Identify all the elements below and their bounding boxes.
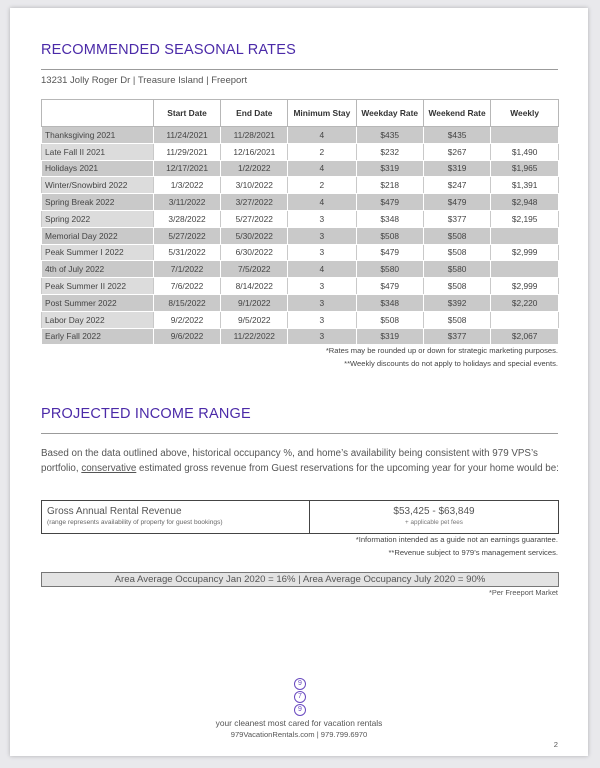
weekly-rate: $1,490 bbox=[491, 143, 559, 160]
end-date: 11/28/2021 bbox=[221, 127, 288, 144]
column-header-weekly: Weekly bbox=[491, 100, 559, 127]
column-header-weekend-rate: Weekend Rate bbox=[423, 100, 490, 127]
gross-revenue-box bbox=[41, 500, 559, 534]
footer-tagline: your cleanest most cared for vacation rentals bbox=[215, 718, 383, 728]
occupancy-bar: Area Average Occupancy Jan 2020 = 16% | Area Average Occupancy July 2020 = 90% bbox=[41, 572, 559, 587]
logo-digit: 9 bbox=[294, 678, 306, 690]
start-date: 7/1/2022 bbox=[153, 261, 221, 278]
minimum-stay: 2 bbox=[288, 177, 356, 194]
end-date: 6/30/2022 bbox=[221, 244, 288, 261]
weekend-rate: $319 bbox=[423, 160, 490, 177]
minimum-stay: 4 bbox=[288, 261, 356, 278]
market-note: *Per Freeport Market bbox=[488, 588, 558, 597]
table-row bbox=[42, 160, 559, 177]
season-name: Spring Break 2022 bbox=[42, 194, 154, 211]
seasonal-rates-table bbox=[41, 99, 559, 345]
weekday-rate: $508 bbox=[356, 311, 423, 328]
weekly-rate: $2,948 bbox=[491, 194, 559, 211]
rates-title: RECOMMENDED SEASONAL RATES bbox=[41, 42, 296, 58]
page-number: 2 bbox=[553, 740, 558, 749]
end-date: 5/27/2022 bbox=[221, 210, 288, 227]
season-name: Thanksgiving 2021 bbox=[42, 127, 154, 144]
start-date: 11/24/2021 bbox=[153, 127, 221, 144]
weekend-rate: $580 bbox=[423, 261, 490, 278]
season-name: Post Summer 2022 bbox=[42, 294, 154, 311]
gross-revenue-label: Gross Annual Rental Revenue bbox=[47, 506, 182, 517]
weekday-rate: $580 bbox=[356, 261, 423, 278]
table-row bbox=[42, 227, 559, 244]
weekly-rate bbox=[491, 311, 559, 328]
table-row bbox=[42, 294, 559, 311]
table-row bbox=[42, 210, 559, 227]
weekly-rate: $1,391 bbox=[491, 177, 559, 194]
pet-fees-note: + applicable pet fees bbox=[405, 519, 463, 526]
minimum-stay: 3 bbox=[288, 328, 356, 345]
season-name: Peak Summer I 2022 bbox=[42, 244, 154, 261]
start-date: 1/3/2022 bbox=[153, 177, 221, 194]
column-header-weekday-rate: Weekday Rate bbox=[356, 100, 423, 127]
column-header-season bbox=[42, 100, 154, 127]
column-header-minimum-stay: Minimum Stay bbox=[288, 100, 356, 127]
table-row bbox=[42, 127, 559, 144]
season-name: Spring 2022 bbox=[42, 210, 154, 227]
table-row bbox=[42, 244, 559, 261]
weekend-rate: $435 bbox=[423, 127, 490, 144]
weekday-rate: $508 bbox=[356, 227, 423, 244]
weekday-rate: $479 bbox=[356, 194, 423, 211]
start-date: 3/28/2022 bbox=[153, 210, 221, 227]
weekly-rate: $2,195 bbox=[491, 210, 559, 227]
weekday-rate: $348 bbox=[356, 210, 423, 227]
table-row bbox=[42, 194, 559, 211]
column-header-end-date: End Date bbox=[221, 100, 288, 127]
gross-revenue-sublabel: (range represents availability of property for guest bookings) bbox=[47, 519, 223, 526]
weekly-rate bbox=[491, 127, 559, 144]
rates-note-weekly-discount: **Weekly discounts do not apply to holidays and special events. bbox=[344, 359, 558, 368]
start-date: 11/29/2021 bbox=[153, 143, 221, 160]
weekend-rate: $392 bbox=[423, 294, 490, 311]
income-title-divider bbox=[41, 433, 558, 434]
document-page bbox=[10, 8, 588, 756]
start-date: 5/31/2022 bbox=[153, 244, 221, 261]
rates-title-divider bbox=[41, 69, 558, 70]
weekend-rate: $247 bbox=[423, 177, 490, 194]
start-date: 8/15/2022 bbox=[153, 294, 221, 311]
minimum-stay: 3 bbox=[288, 294, 356, 311]
minimum-stay: 3 bbox=[288, 227, 356, 244]
weekend-rate: $377 bbox=[423, 328, 490, 345]
end-date: 8/14/2022 bbox=[221, 278, 288, 295]
weekly-rate: $2,067 bbox=[491, 328, 559, 345]
weekly-rate bbox=[491, 261, 559, 278]
weekly-rate bbox=[491, 227, 559, 244]
minimum-stay: 4 bbox=[288, 194, 356, 211]
season-name: Late Fall II 2021 bbox=[42, 143, 154, 160]
start-date: 9/6/2022 bbox=[153, 328, 221, 345]
weekday-rate: $435 bbox=[356, 127, 423, 144]
income-paragraph-end: estimated gross revenue from Guest reservations for the upcoming year for your home would be: bbox=[136, 463, 559, 474]
weekend-rate: $267 bbox=[423, 143, 490, 160]
end-date: 1/2/2022 bbox=[221, 160, 288, 177]
gross-revenue-value: $53,425 - $63,849 bbox=[393, 506, 475, 517]
income-paragraph-start: Based on the data outlined above, historical occupancy %, and home’s availability being consistent with 979 VPS’s portfolio, bbox=[41, 448, 538, 474]
column-header-start-date: Start Date bbox=[153, 100, 221, 127]
income-note-guarantee: *Information intended as a guide not an earnings guarantee. bbox=[355, 535, 558, 544]
end-date: 11/22/2022 bbox=[221, 328, 288, 345]
table-row bbox=[42, 278, 559, 295]
weekend-rate: $377 bbox=[423, 210, 490, 227]
table-row bbox=[42, 311, 559, 328]
minimum-stay: 3 bbox=[288, 244, 356, 261]
start-date: 9/2/2022 bbox=[153, 311, 221, 328]
gross-revenue-value-cell bbox=[310, 501, 558, 533]
weekly-rate: $2,999 bbox=[491, 278, 559, 295]
end-date: 9/1/2022 bbox=[221, 294, 288, 311]
end-date: 7/5/2022 bbox=[221, 261, 288, 278]
weekend-rate: $508 bbox=[423, 244, 490, 261]
season-name: Winter/Snowbird 2022 bbox=[42, 177, 154, 194]
season-name: Labor Day 2022 bbox=[42, 311, 154, 328]
end-date: 3/27/2022 bbox=[221, 194, 288, 211]
minimum-stay: 3 bbox=[288, 210, 356, 227]
season-name: Holidays 2021 bbox=[42, 160, 154, 177]
season-name: Memorial Day 2022 bbox=[42, 227, 154, 244]
rates-note-rounding: *Rates may be rounded up or down for strategic marketing purposes. bbox=[325, 346, 558, 355]
minimum-stay: 3 bbox=[288, 311, 356, 328]
company-logo bbox=[294, 678, 306, 717]
table-row bbox=[42, 328, 559, 345]
season-name: 4th of July 2022 bbox=[42, 261, 154, 278]
end-date: 9/5/2022 bbox=[221, 311, 288, 328]
income-title: PROJECTED INCOME RANGE bbox=[41, 406, 251, 422]
start-date: 12/17/2021 bbox=[153, 160, 221, 177]
table-row bbox=[42, 261, 559, 278]
rates-footnotes bbox=[326, 344, 558, 370]
end-date: 3/10/2022 bbox=[221, 177, 288, 194]
logo-digit: 9 bbox=[294, 704, 306, 716]
weekend-rate: $479 bbox=[423, 194, 490, 211]
table-header-row bbox=[42, 100, 559, 127]
minimum-stay: 4 bbox=[288, 127, 356, 144]
end-date: 12/16/2021 bbox=[221, 143, 288, 160]
weekday-rate: $348 bbox=[356, 294, 423, 311]
minimum-stay: 3 bbox=[288, 278, 356, 295]
logo-digit: 7 bbox=[294, 691, 306, 703]
start-date: 7/6/2022 bbox=[153, 278, 221, 295]
season-name: Early Fall 2022 bbox=[42, 328, 154, 345]
end-date: 5/30/2022 bbox=[221, 227, 288, 244]
weekend-rate: $508 bbox=[423, 227, 490, 244]
weekly-rate: $2,220 bbox=[491, 294, 559, 311]
weekly-rate: $1,965 bbox=[491, 160, 559, 177]
income-footnotes bbox=[356, 533, 558, 559]
table-row bbox=[42, 143, 559, 160]
gross-revenue-label-cell bbox=[42, 501, 310, 533]
income-paragraph bbox=[41, 446, 561, 476]
weekend-rate: $508 bbox=[423, 311, 490, 328]
property-address: 13231 Jolly Roger Dr | Treasure Island | Freeport bbox=[41, 75, 248, 86]
start-date: 3/11/2022 bbox=[153, 194, 221, 211]
weekday-rate: $232 bbox=[356, 143, 423, 160]
weekday-rate: $319 bbox=[356, 328, 423, 345]
start-date: 5/27/2022 bbox=[153, 227, 221, 244]
weekday-rate: $319 bbox=[356, 160, 423, 177]
income-note-management: **Revenue subject to 979’s management services. bbox=[388, 548, 558, 557]
weekend-rate: $508 bbox=[423, 278, 490, 295]
weekday-rate: $479 bbox=[356, 278, 423, 295]
weekday-rate: $479 bbox=[356, 244, 423, 261]
weekday-rate: $218 bbox=[356, 177, 423, 194]
minimum-stay: 2 bbox=[288, 143, 356, 160]
footer-contact: 979VacationRentals.com | 979.799.6970 bbox=[230, 730, 368, 739]
conservative-emphasis: conservative bbox=[81, 463, 137, 474]
season-name: Peak Summer II 2022 bbox=[42, 278, 154, 295]
weekly-rate: $2,999 bbox=[491, 244, 559, 261]
table-row bbox=[42, 177, 559, 194]
minimum-stay: 4 bbox=[288, 160, 356, 177]
